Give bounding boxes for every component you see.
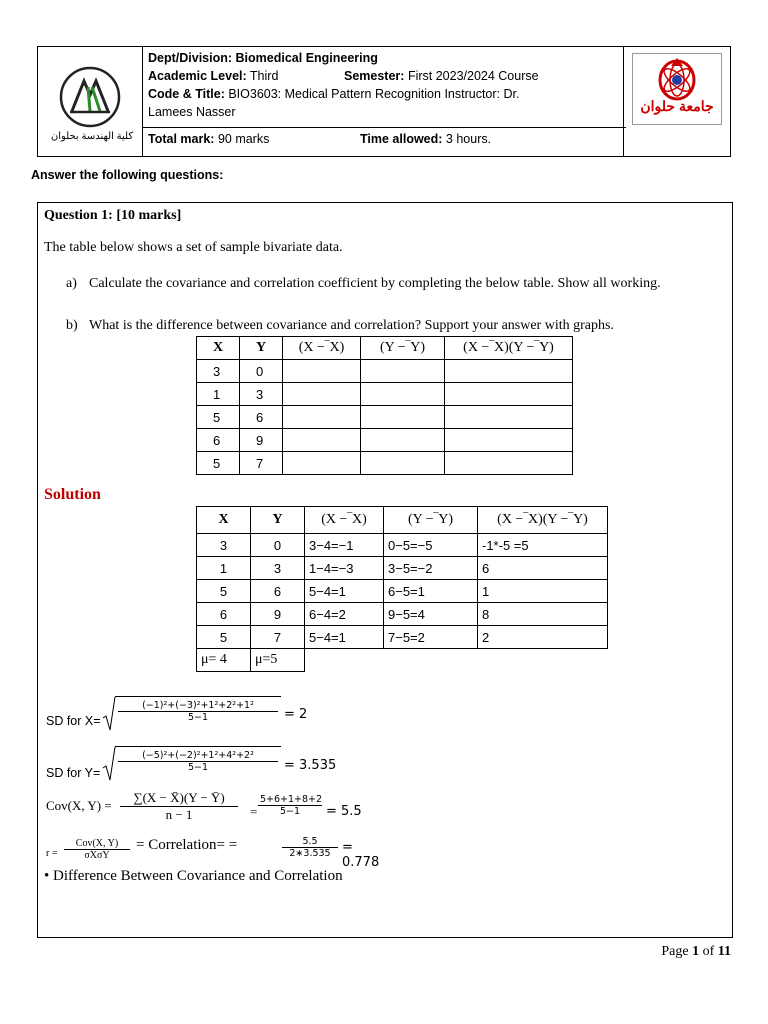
question-part-a bbox=[66, 273, 726, 315]
cell-empty bbox=[283, 406, 361, 429]
cov-fraction bbox=[120, 790, 238, 823]
cell-product: 2 bbox=[478, 626, 608, 649]
mean-x: μ= 4 bbox=[197, 649, 251, 672]
cell-empty bbox=[283, 383, 361, 406]
cov-value-denominator: 5−1 bbox=[279, 806, 301, 817]
level-line bbox=[148, 67, 618, 86]
cell-y: 6 bbox=[240, 406, 283, 429]
header-y: Y bbox=[251, 507, 305, 534]
question-intro: The table below shows a set of sample bivariate data. bbox=[44, 240, 343, 255]
correlation-formula bbox=[46, 836, 386, 872]
table-row bbox=[197, 452, 573, 475]
cell-y-dev: 0−5=−5 bbox=[384, 534, 478, 557]
cell-y: 9 bbox=[251, 603, 305, 626]
corr-result: = 0.778 bbox=[342, 840, 380, 870]
header-product: (X −‾X)(Y −‾Y) bbox=[445, 337, 573, 360]
cell-empty bbox=[361, 406, 445, 429]
course-info-cell bbox=[142, 47, 626, 156]
sd-y-fraction bbox=[118, 750, 278, 773]
cell-x-dev: 5−4=1 bbox=[305, 626, 384, 649]
cell-empty bbox=[361, 360, 445, 383]
cov-value-numerator: 5+6+1+8+2 bbox=[260, 794, 323, 805]
mean-row bbox=[197, 649, 608, 672]
cell-y: 0 bbox=[240, 360, 283, 383]
cell-y-dev: 3−5=−2 bbox=[384, 557, 478, 580]
cell-x: 5 bbox=[197, 406, 240, 429]
dept-label: Dept/Division: bbox=[148, 51, 233, 65]
header-y-dev: (Y −‾Y) bbox=[384, 507, 478, 534]
table-row bbox=[197, 603, 608, 626]
faculty-logo-cell bbox=[38, 47, 143, 156]
table-row bbox=[197, 406, 573, 429]
corr-value-fraction bbox=[282, 836, 338, 859]
faculty-name-arabic: كلية الهندسة بحلوان bbox=[50, 131, 134, 142]
total-mark-label: Total mark: bbox=[148, 132, 215, 146]
header-x-dev: (X −‾X) bbox=[305, 507, 384, 534]
page-total: 11 bbox=[717, 944, 731, 959]
sd-y-radicand bbox=[115, 746, 281, 747]
covariance-formula bbox=[46, 790, 366, 826]
cell-x-dev: 1−4=−3 bbox=[305, 557, 384, 580]
solution-title: Solution bbox=[44, 486, 101, 503]
corr-label: = Correlation= = bbox=[136, 837, 238, 853]
level-label: Academic Level: bbox=[148, 69, 247, 83]
cell-y-dev: 6−5=1 bbox=[384, 580, 478, 603]
cell-x: 5 bbox=[197, 626, 251, 649]
table-row bbox=[197, 626, 608, 649]
faculty-logo-icon bbox=[58, 65, 122, 129]
cov-result: = 5.5 bbox=[326, 804, 362, 819]
cell-empty bbox=[361, 383, 445, 406]
header-x: X bbox=[197, 507, 251, 534]
cell-product: -1*-5 =5 bbox=[478, 534, 608, 557]
cov-lhs: Cov(X, Y) = bbox=[46, 798, 112, 813]
code-value: BIO3603: Medical Pattern Recognition Instructor: Dr. bbox=[228, 87, 520, 101]
header-product: (X −‾X)(Y −‾Y) bbox=[478, 507, 608, 534]
semester-group bbox=[344, 67, 539, 86]
time-label: Time allowed: bbox=[360, 132, 443, 146]
part-b-text: What is the difference between covariance and correlation? Support your answer with graphs. bbox=[89, 318, 614, 333]
cell-x: 1 bbox=[197, 557, 251, 580]
cell-x: 5 bbox=[197, 580, 251, 603]
cell-empty bbox=[283, 429, 361, 452]
solution-table-header bbox=[197, 507, 608, 534]
cell-empty bbox=[445, 429, 573, 452]
corr-value-denominator: 2∗3.535 bbox=[289, 848, 331, 859]
page-prefix: Page bbox=[661, 944, 689, 959]
sd-y-formula bbox=[46, 746, 346, 782]
instructions: Answer the following questions: bbox=[31, 168, 224, 182]
corr-lhs: r = bbox=[46, 848, 58, 859]
cell-product: 8 bbox=[478, 603, 608, 626]
sd-x-result: = 2 bbox=[284, 707, 308, 722]
cell-y: 3 bbox=[251, 557, 305, 580]
table-row bbox=[197, 360, 573, 383]
part-a-label: a) bbox=[66, 276, 77, 291]
dept-line bbox=[148, 49, 378, 68]
table-row bbox=[197, 383, 573, 406]
header-x-dev: (X −‾X) bbox=[283, 337, 361, 360]
page-number bbox=[661, 944, 731, 960]
time-group bbox=[360, 130, 491, 149]
cell-empty bbox=[445, 452, 573, 475]
cell-empty bbox=[384, 649, 478, 672]
question-table bbox=[196, 336, 573, 475]
cov-equals: = bbox=[250, 804, 258, 819]
question-title: Question 1: [10 marks] bbox=[44, 208, 182, 223]
cell-x-dev: 3−4=−1 bbox=[305, 534, 384, 557]
sd-x-fraction bbox=[118, 700, 278, 723]
cell-x: 6 bbox=[197, 429, 240, 452]
sd-x-formula bbox=[46, 696, 346, 732]
total-mark-value: 90 marks bbox=[217, 132, 270, 146]
sd-y-label: SD for Y= bbox=[46, 766, 101, 780]
cell-x: 6 bbox=[197, 603, 251, 626]
page-of: of bbox=[702, 944, 715, 959]
university-logo-cell bbox=[623, 47, 730, 156]
cell-y: 0 bbox=[251, 534, 305, 557]
cell-y: 3 bbox=[240, 383, 283, 406]
sd-x-denominator: 5−1 bbox=[187, 712, 209, 723]
sd-y-result: = 3.535 bbox=[284, 758, 337, 773]
page-current: 1 bbox=[692, 944, 700, 959]
cell-product: 6 bbox=[478, 557, 608, 580]
sd-x-label: SD for X= bbox=[46, 714, 101, 728]
sd-y-numerator: (−5)²+(−2)²+1²+4²+2² bbox=[118, 750, 278, 762]
table-row bbox=[197, 557, 608, 580]
cell-x-dev: 5−4=1 bbox=[305, 580, 384, 603]
cell-empty bbox=[361, 429, 445, 452]
cell-x-dev: 6−4=2 bbox=[305, 603, 384, 626]
cell-y-dev: 9−5=4 bbox=[384, 603, 478, 626]
corr-fraction bbox=[64, 838, 130, 861]
sd-x-numerator: (−1)²+(−3)²+1²+2²+1² bbox=[118, 700, 278, 712]
exam-header bbox=[37, 46, 731, 157]
cell-empty bbox=[305, 649, 384, 672]
sqrt-icon bbox=[102, 696, 116, 732]
corr-value-numerator: 5.5 bbox=[282, 836, 338, 848]
difference-heading: • Difference Between Covariance and Correlation bbox=[44, 868, 343, 884]
sd-x-radicand bbox=[115, 696, 281, 697]
cell-empty bbox=[445, 360, 573, 383]
time-value: 3 hours. bbox=[445, 132, 492, 146]
cell-empty bbox=[445, 383, 573, 406]
code-label: Code & Title: bbox=[148, 87, 225, 101]
university-logo-frame bbox=[632, 53, 722, 125]
cell-empty bbox=[478, 649, 608, 672]
table-row bbox=[197, 534, 608, 557]
cell-empty bbox=[445, 406, 573, 429]
part-b-label: b) bbox=[66, 318, 78, 333]
cell-x: 1 bbox=[197, 383, 240, 406]
question-table-header bbox=[197, 337, 573, 360]
header-x: X bbox=[197, 337, 240, 360]
cell-y: 7 bbox=[240, 452, 283, 475]
solution-table bbox=[196, 506, 608, 672]
cell-y-dev: 7−5=2 bbox=[384, 626, 478, 649]
instructor-name: Lamees Nasser bbox=[148, 105, 236, 119]
header-y-dev: (Y −‾Y) bbox=[361, 337, 445, 360]
cell-y: 6 bbox=[251, 580, 305, 603]
table-row bbox=[197, 580, 608, 603]
semester-label: Semester: bbox=[344, 69, 405, 83]
header-divider bbox=[142, 127, 626, 128]
code-line bbox=[148, 85, 623, 104]
cov-value-fraction bbox=[258, 794, 322, 817]
cell-y: 9 bbox=[240, 429, 283, 452]
cov-numerator: ∑(X − X̄)(Y − Ȳ) bbox=[120, 790, 238, 807]
mean-y: μ=5 bbox=[251, 649, 305, 672]
cell-empty bbox=[283, 452, 361, 475]
cell-x: 3 bbox=[197, 360, 240, 383]
corr-numerator: Cov(X, Y) bbox=[64, 838, 130, 850]
cell-y: 7 bbox=[251, 626, 305, 649]
university-name-arabic: جامعة حلوان bbox=[640, 98, 714, 114]
corr-denominator: σXσY bbox=[84, 850, 110, 861]
dept-value: Biomedical Engineering bbox=[235, 51, 378, 65]
marks-line bbox=[148, 130, 618, 149]
sqrt-icon bbox=[102, 746, 116, 782]
part-a-text: Calculate the covariance and correlation coefficient by completing the below table. Show all working. bbox=[89, 276, 661, 291]
semester-value: First 2023/2024 Course bbox=[407, 69, 539, 83]
table-row bbox=[197, 429, 573, 452]
cell-product: 1 bbox=[478, 580, 608, 603]
header-y: Y bbox=[240, 337, 283, 360]
cov-denominator: n − 1 bbox=[165, 807, 193, 822]
cell-empty bbox=[361, 452, 445, 475]
cell-x: 3 bbox=[197, 534, 251, 557]
instructor-line bbox=[148, 103, 236, 122]
sd-y-denominator: 5−1 bbox=[187, 762, 209, 773]
cell-x: 5 bbox=[197, 452, 240, 475]
cell-empty bbox=[283, 360, 361, 383]
question-part-b bbox=[66, 315, 726, 336]
level-value: Third bbox=[249, 69, 279, 83]
